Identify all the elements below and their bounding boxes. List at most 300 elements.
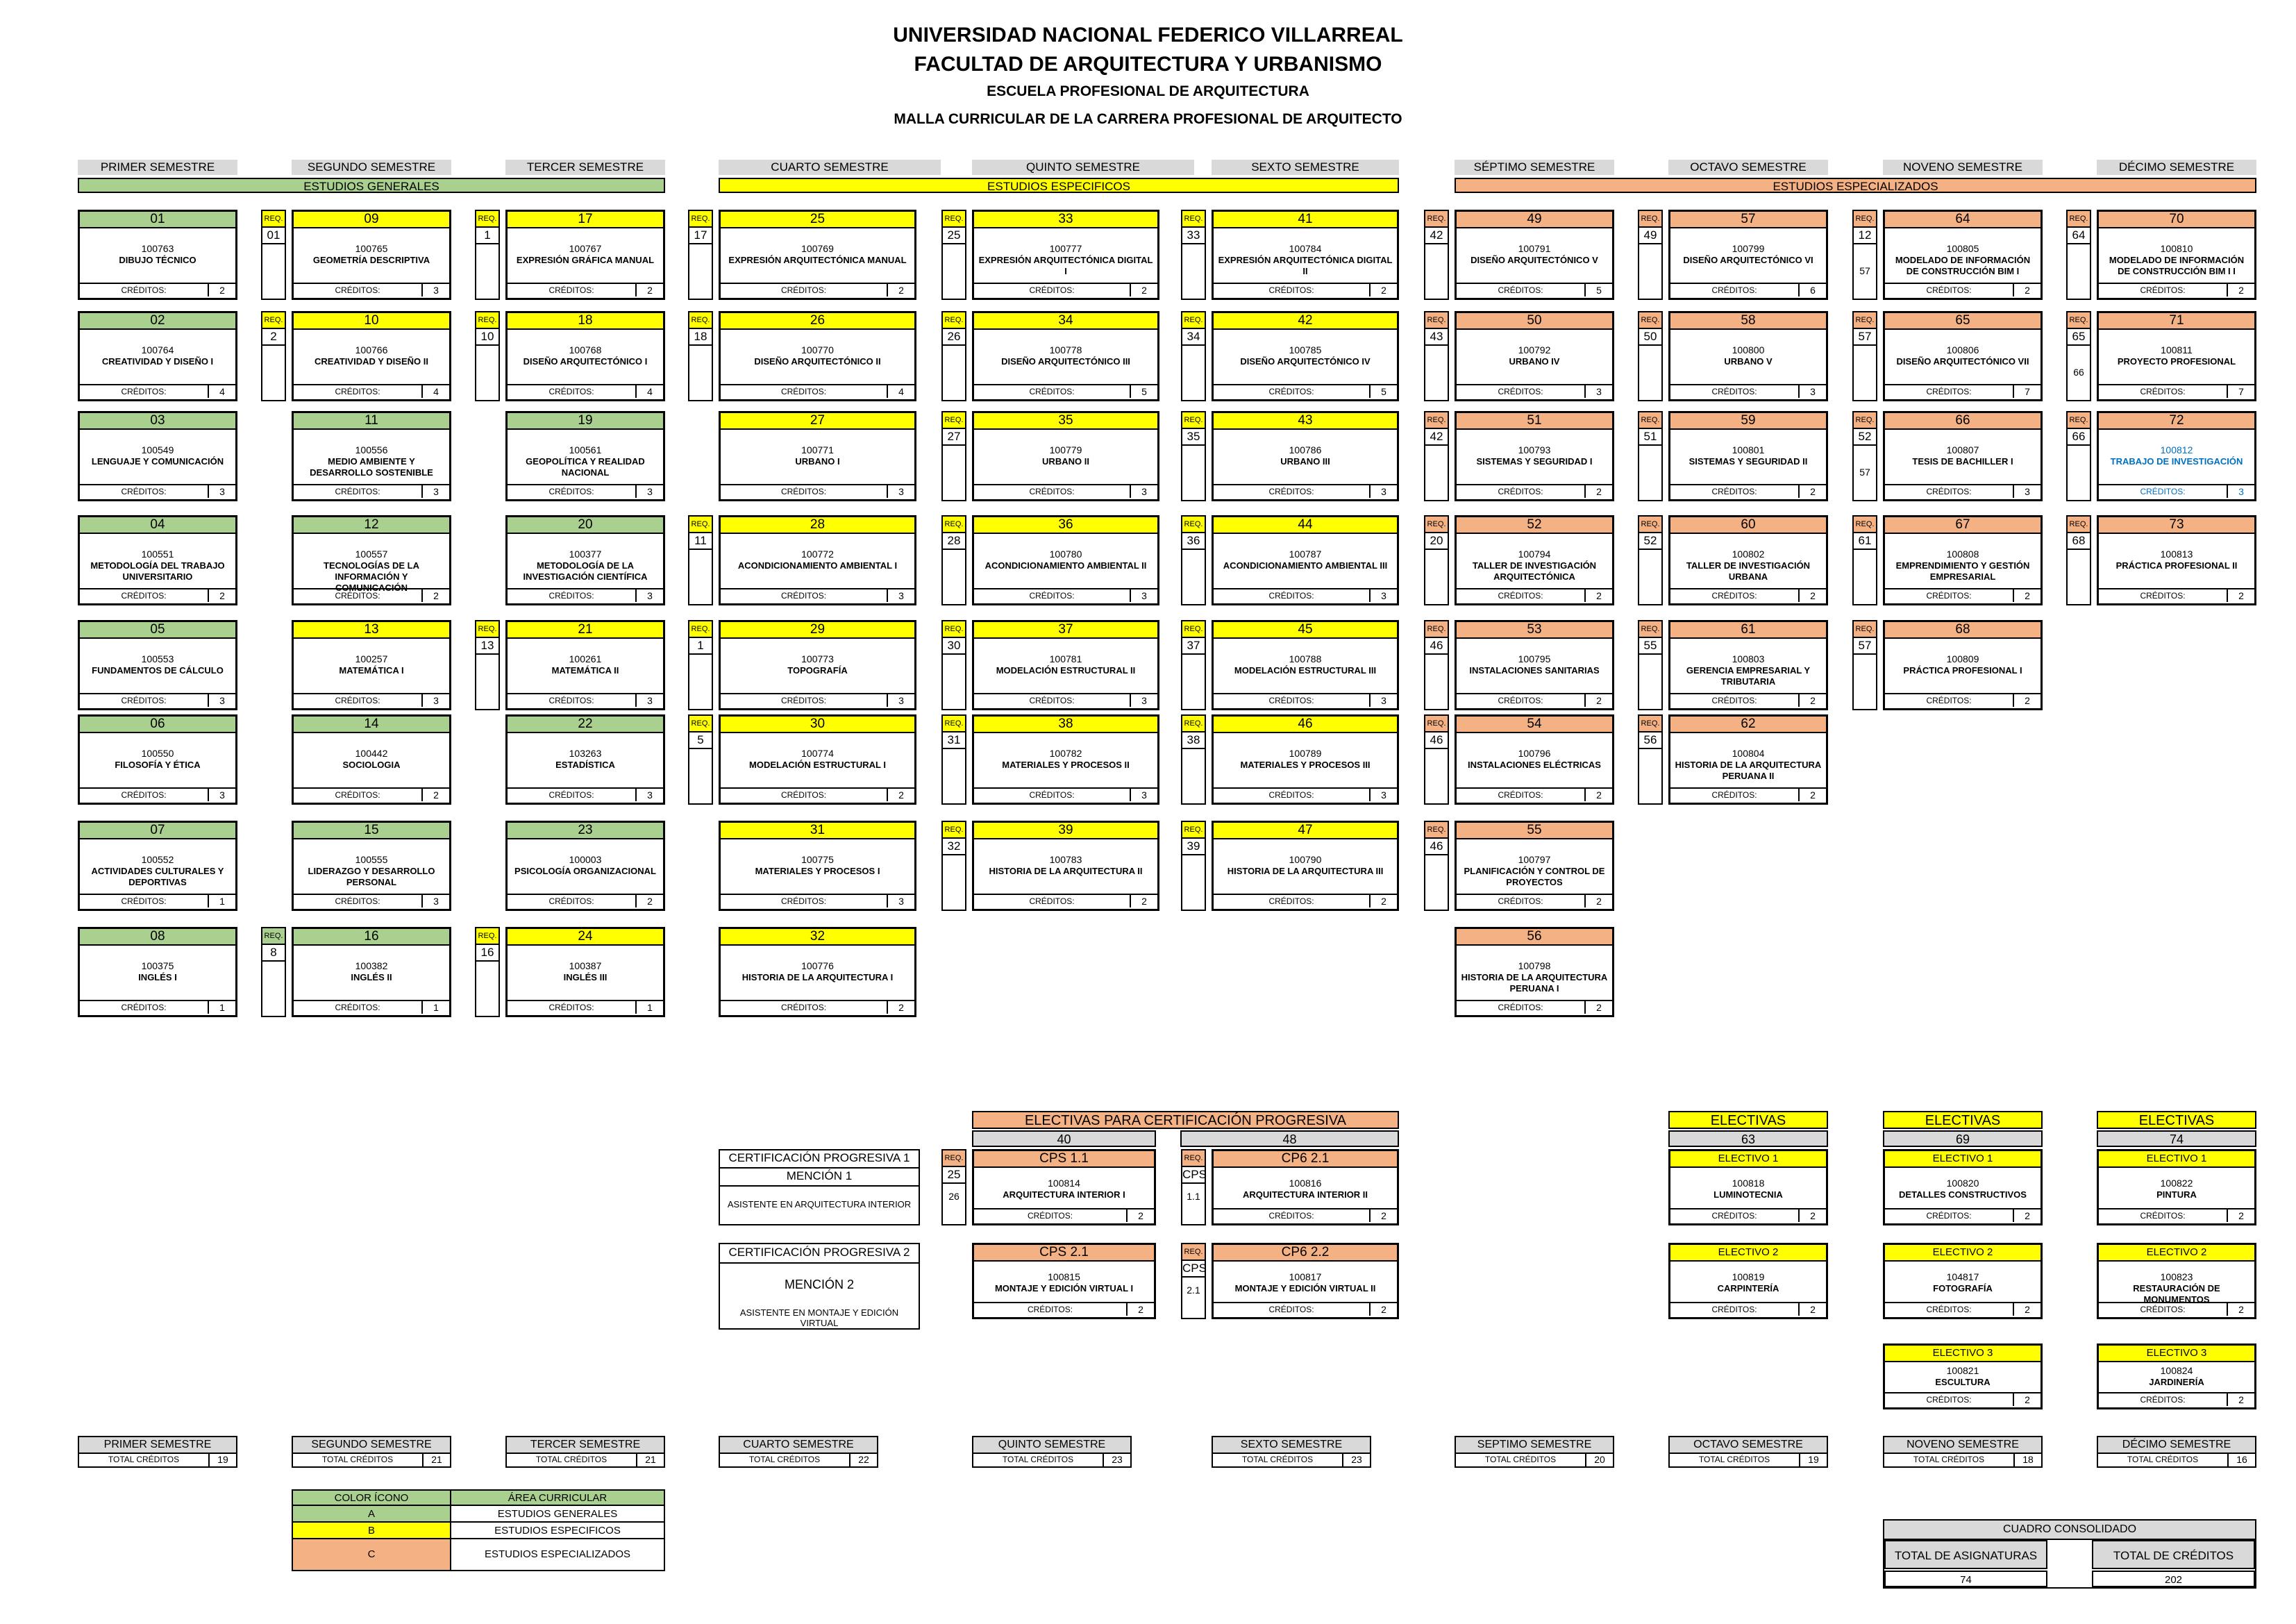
course-number: 10 xyxy=(294,313,449,330)
course-code: 100791 xyxy=(1518,243,1551,254)
course-code-block xyxy=(84,960,231,983)
course-code-block xyxy=(725,748,910,771)
course-number: 60 xyxy=(1670,517,1826,534)
credits-value: 2 xyxy=(1130,284,1157,296)
prerequisite-label: REQ. xyxy=(943,211,965,228)
prerequisite-value: 57 xyxy=(1854,638,1876,655)
semester-total-value: 23 xyxy=(1342,1453,1370,1466)
prerequisite-label: REQ. xyxy=(1182,822,1205,839)
elective-code: 100818 xyxy=(1732,1178,1765,1189)
credits-label: CRÉDITOS: xyxy=(1498,285,1543,295)
credits-value: 3 xyxy=(635,485,663,498)
credits-value: 2 xyxy=(2227,1303,2254,1316)
credits-label: CRÉDITOS: xyxy=(1926,696,1972,705)
semester-total xyxy=(1455,1436,1614,1468)
electives-number: 63 xyxy=(1668,1130,1828,1147)
prerequisite-value: 46 xyxy=(1425,733,1448,749)
credits-value: 2 xyxy=(1584,789,1612,801)
course-box xyxy=(78,821,237,911)
course-code: 100772 xyxy=(801,549,834,560)
cert2-mention: MENCIÓN 2 xyxy=(784,1278,854,1291)
elective-slot-label: ELECTIVO 2 xyxy=(2099,1245,2254,1262)
semester-header-4: CUARTO SEMESTRE xyxy=(719,160,941,175)
prerequisite-cell xyxy=(2066,210,2091,300)
credits-label: CRÉDITOS: xyxy=(1711,591,1757,601)
course-code-block xyxy=(512,444,659,478)
prerequisite-label: REQ. xyxy=(476,928,498,945)
course-credits-row xyxy=(80,787,235,803)
course-box xyxy=(505,821,665,911)
course-number: 45 xyxy=(1214,622,1397,639)
course-name: ACONDICIONAMIENTO AMBIENTAL II xyxy=(984,560,1147,571)
course-box xyxy=(292,311,451,401)
summary-title: CUADRO CONSOLIDADO xyxy=(1884,1521,2255,1540)
course-name: HISTORIA DE LA ARQUITECTURA III xyxy=(1227,866,1384,876)
course-name: DISEÑO ARQUITECTÓNICO VI xyxy=(1683,255,1813,265)
course-code: 100803 xyxy=(1732,653,1765,664)
course-name: PSICOLOGÍA ORGANIZACIONAL xyxy=(514,866,656,876)
course-number: 05 xyxy=(80,622,235,639)
semester-total xyxy=(2097,1436,2256,1468)
course-code: 100813 xyxy=(2160,549,2193,560)
course-credits-row xyxy=(508,693,663,708)
course-name: INGLÉS I xyxy=(138,972,177,982)
prerequisite-cell xyxy=(475,620,500,710)
course-name: MATEMÁTICA II xyxy=(551,665,619,676)
course-name: PROYECTO PROFESIONAL xyxy=(2117,356,2236,367)
credits-value: 3 xyxy=(887,694,914,707)
credits-value: 5 xyxy=(1130,385,1157,398)
prerequisite-cell xyxy=(1424,311,1449,401)
credits-value: 3 xyxy=(887,485,914,498)
summary-credits-label: TOTAL DE CRÉDITOS xyxy=(2092,1540,2255,1569)
course-code-block xyxy=(1218,243,1393,277)
elective-number: CPS 2.1 xyxy=(974,1245,1154,1262)
course-number: 54 xyxy=(1457,717,1612,733)
course-code-block xyxy=(725,653,910,676)
course-code: 100779 xyxy=(1049,444,1082,455)
course-number: 73 xyxy=(2099,517,2254,534)
course-name: ACONDICIONAMIENTO AMBIENTAL I xyxy=(737,560,898,571)
prerequisite-value-2: 57 xyxy=(1859,265,1870,276)
semester-total-label: TOTAL CRÉDITOS xyxy=(321,1455,394,1464)
course-code-block xyxy=(1218,748,1393,771)
credits-value: 2 xyxy=(2013,1209,2041,1222)
course-number: 16 xyxy=(294,929,449,946)
course-credits-row xyxy=(294,283,449,298)
course-name: INSTALACIONES ELÉCTRICAS xyxy=(1468,760,1601,770)
credits-label: CRÉDITOS: xyxy=(1029,285,1075,295)
elective-box xyxy=(1668,1243,1828,1319)
course-credits-row xyxy=(1885,283,2041,298)
course-box xyxy=(1455,210,1614,300)
course-credits-row xyxy=(1457,283,1612,298)
elective-code: 100816 xyxy=(1289,1178,1322,1189)
prerequisite-label: REQ. xyxy=(1425,517,1448,533)
prerequisite-cell xyxy=(1181,620,1206,710)
course-code-block xyxy=(2103,549,2250,571)
prerequisite-label: REQ. xyxy=(689,716,712,733)
elective-code: 100822 xyxy=(2160,1178,2193,1189)
prerequisite-label: REQ. xyxy=(689,312,712,329)
course-code: 100780 xyxy=(1049,549,1082,560)
course-code-block xyxy=(512,549,659,583)
credits-label: CRÉDITOS: xyxy=(1498,487,1543,496)
elective-box xyxy=(1883,1343,2043,1409)
area-band-general: ESTUDIOS GENERALES xyxy=(78,178,665,193)
prerequisite-cell xyxy=(1424,411,1449,501)
credits-value: 2 xyxy=(421,789,449,801)
credits-label: CRÉDITOS: xyxy=(1711,1305,1757,1314)
course-credits-row xyxy=(1457,894,1612,909)
credits-label: CRÉDITOS: xyxy=(2140,285,2186,295)
credits-label: CRÉDITOS: xyxy=(548,790,594,800)
course-number: 02 xyxy=(80,313,235,330)
prerequisite-cell xyxy=(1638,311,1663,401)
course-credits-row xyxy=(1457,588,1612,603)
course-name: HISTORIA DE LA ARQUITECTURA PERUANA I xyxy=(1461,972,1608,994)
prerequisite-label: REQ. xyxy=(1854,621,1876,638)
course-credits-row xyxy=(80,693,235,708)
course-name: URBANO V xyxy=(1724,356,1773,367)
semester-header-1: PRIMER SEMESTRE xyxy=(78,160,237,175)
elective-number: CP6 2.1 xyxy=(1214,1151,1397,1168)
credits-value: 7 xyxy=(2013,385,2041,398)
credits-value: 2 xyxy=(2013,1393,2041,1406)
prerequisite-cell xyxy=(688,515,713,605)
prerequisite-value: 28 xyxy=(943,533,965,550)
credits-value: 2 xyxy=(635,895,663,907)
credits-label: CRÉDITOS: xyxy=(1926,285,1972,295)
prerequisite-label: REQ. xyxy=(476,312,498,329)
course-name: EXPRESIÓN ARQUITECTÓNICA DIGITAL II xyxy=(1218,255,1393,276)
prerequisite-value: 26 xyxy=(943,329,965,346)
credits-label: CRÉDITOS: xyxy=(1711,387,1757,396)
course-name: DISEÑO ARQUITECTÓNICO IV xyxy=(1240,356,1371,367)
credits-label: CRÉDITOS: xyxy=(121,487,167,496)
course-code: 100810 xyxy=(2160,243,2193,254)
credits-value: 2 xyxy=(1126,1209,1154,1222)
course-credits-row xyxy=(294,1000,449,1015)
legend-area-b: ESTUDIOS ESPECIFICOS xyxy=(451,1523,664,1539)
credits-label: CRÉDITOS: xyxy=(1029,387,1075,396)
course-credits-row xyxy=(1457,484,1612,499)
course-number: 15 xyxy=(294,823,449,839)
course-code: 100773 xyxy=(801,653,834,664)
credits-label: CRÉDITOS: xyxy=(548,591,594,601)
elective-box xyxy=(1212,1243,1399,1319)
course-name: DISEÑO ARQUITECTÓNICO V xyxy=(1470,255,1598,265)
course-box xyxy=(505,411,665,501)
elective-credits-row xyxy=(2099,1392,2254,1407)
elective-code-block xyxy=(1218,1271,1393,1294)
semester-total-label: TOTAL CRÉDITOS xyxy=(748,1455,821,1464)
course-box xyxy=(505,927,665,1017)
course-box xyxy=(1455,927,1614,1017)
prerequisite-label: REQ. xyxy=(262,211,285,228)
prerequisite-value: 25 xyxy=(943,228,965,244)
prerequisite-label: REQ. xyxy=(943,412,965,429)
course-code-block xyxy=(2103,344,2250,367)
elective-box xyxy=(1212,1149,1399,1225)
elective-name: ESCULTURA xyxy=(1935,1377,1991,1387)
course-box xyxy=(1212,210,1399,300)
course-credits-row xyxy=(1214,588,1397,603)
prerequisite-value: 46 xyxy=(1425,839,1448,855)
elective-name: MONTAJE Y EDICIÓN VIRTUAL II xyxy=(1234,1283,1376,1294)
course-credits-row xyxy=(508,484,663,499)
credits-value: 2 xyxy=(2227,589,2254,602)
prerequisite-label: REQ. xyxy=(262,928,285,945)
course-credits-row xyxy=(80,283,235,298)
credits-label: CRÉDITOS: xyxy=(1268,285,1314,295)
course-code: 100788 xyxy=(1289,653,1322,664)
course-name: MATERIALES Y PROCESOS I xyxy=(755,866,880,876)
course-code: 100794 xyxy=(1518,549,1551,560)
course-name: DISEÑO ARQUITECTÓNICO VII xyxy=(1896,356,2029,367)
prerequisite-label: REQ. xyxy=(1182,1150,1205,1167)
course-number: 72 xyxy=(2099,413,2254,430)
credits-label: CRÉDITOS: xyxy=(1029,696,1075,705)
course-box xyxy=(1455,821,1614,911)
course-box xyxy=(78,311,237,401)
prerequisite-label: REQ. xyxy=(1425,716,1448,733)
summary-credits-value: 202 xyxy=(2092,1571,2255,1587)
course-code: 100561 xyxy=(569,444,602,455)
course-code-block xyxy=(298,549,445,594)
elective-code: 100820 xyxy=(1946,1178,1979,1189)
course-credits-row xyxy=(508,787,663,803)
course-credits-row xyxy=(1214,484,1397,499)
course-code-block xyxy=(725,344,910,367)
prerequisite-cell xyxy=(941,714,966,805)
prerequisite-value: 61 xyxy=(1854,533,1876,550)
prerequisite-cell xyxy=(475,210,500,300)
credits-value: 3 xyxy=(887,589,914,602)
prerequisite-cell xyxy=(1181,411,1206,501)
prerequisite-cell xyxy=(1638,515,1663,605)
electives-number: 69 xyxy=(1883,1130,2043,1147)
prerequisite-cell xyxy=(1852,210,1877,300)
course-box xyxy=(719,714,916,805)
elective-box xyxy=(2097,1243,2256,1319)
prerequisite-value: 52 xyxy=(1854,429,1876,446)
prerequisite-cell xyxy=(688,714,713,805)
elective-name: ARQUITECTURA INTERIOR II xyxy=(1242,1189,1368,1200)
semester-total-name: PRIMER SEMESTRE xyxy=(79,1437,236,1454)
prerequisite-cell xyxy=(1638,411,1663,501)
course-credits-row xyxy=(80,484,235,499)
course-number: 70 xyxy=(2099,212,2254,228)
course-box xyxy=(1212,311,1399,401)
elective-name: PINTURA xyxy=(2156,1189,2197,1200)
prerequisite-value: 1 xyxy=(476,228,498,244)
credits-label: CRÉDITOS: xyxy=(1027,1211,1073,1221)
course-name: INGLÉS II xyxy=(351,972,392,982)
course-name: TECNOLOGÍAS DE LA INFORMACIÓN Y COMUNICACIÓN xyxy=(324,560,419,593)
credits-label: CRÉDITOS: xyxy=(1029,896,1075,906)
prerequisite-label: REQ. xyxy=(1182,412,1205,429)
cert1-box xyxy=(719,1149,920,1225)
course-box xyxy=(1668,620,1828,710)
course-number: 67 xyxy=(1885,517,2041,534)
course-code-block xyxy=(298,854,445,888)
course-box xyxy=(1455,411,1614,501)
course-number: 32 xyxy=(721,929,914,946)
prerequisite-cell xyxy=(1852,620,1877,710)
semester-total-label: TOTAL CRÉDITOS xyxy=(1913,1455,1985,1464)
credits-label: CRÉDITOS: xyxy=(1926,387,1972,396)
prerequisite-cell xyxy=(941,411,966,501)
course-code: 100806 xyxy=(1946,344,1979,355)
credits-value: 2 xyxy=(2227,284,2254,296)
course-code: 100774 xyxy=(801,748,834,759)
prerequisite-value: 42 xyxy=(1425,228,1448,244)
credits-label: CRÉDITOS: xyxy=(1029,591,1075,601)
semester-total-label: TOTAL CRÉDITOS xyxy=(1698,1455,1770,1464)
course-number: 12 xyxy=(294,517,449,534)
course-code: 100809 xyxy=(1946,653,1979,664)
course-code: 100765 xyxy=(355,243,388,254)
prerequisite-value: 20 xyxy=(1425,533,1448,550)
credits-value: 3 xyxy=(1130,589,1157,602)
prerequisite-value: 13 xyxy=(476,638,498,655)
course-code-block xyxy=(2103,243,2250,277)
course-code-block xyxy=(978,549,1153,571)
prerequisite-label: REQ. xyxy=(1639,412,1661,429)
prerequisite-cell xyxy=(1638,210,1663,300)
course-credits-row xyxy=(721,384,914,399)
course-box xyxy=(1883,411,2043,501)
credits-value: 3 xyxy=(1130,789,1157,801)
semester-total-label: TOTAL CRÉDITOS xyxy=(1241,1455,1314,1464)
course-box xyxy=(972,411,1159,501)
course-number: 64 xyxy=(1885,212,2041,228)
course-box xyxy=(719,210,916,300)
course-code: 100800 xyxy=(1732,344,1765,355)
course-number: 34 xyxy=(974,313,1157,330)
semester-total xyxy=(1668,1436,1828,1468)
course-code: 100797 xyxy=(1518,854,1551,865)
credits-value: 2 xyxy=(2013,694,2041,707)
elective-slot-label: ELECTIVO 2 xyxy=(1885,1245,2041,1262)
course-number: 17 xyxy=(508,212,663,228)
course-credits-row xyxy=(974,588,1157,603)
cert2-box xyxy=(719,1243,920,1330)
credits-value: 2 xyxy=(635,284,663,296)
course-code: 100782 xyxy=(1049,748,1082,759)
elective-code: 100824 xyxy=(2160,1365,2193,1376)
course-code-block xyxy=(298,344,445,367)
prerequisite-value-2: 26 xyxy=(948,1191,960,1202)
course-code: 100799 xyxy=(1732,243,1765,254)
course-box xyxy=(1455,620,1614,710)
course-name: LENGUAJE Y COMUNICACIÓN xyxy=(91,456,224,467)
prerequisite-value: 51 xyxy=(1639,429,1661,446)
course-credits-row xyxy=(721,484,914,499)
credits-label: CRÉDITOS: xyxy=(1268,790,1314,800)
course-code-block xyxy=(1461,960,1608,994)
course-name: MODELACIÓN ESTRUCTURAL II xyxy=(996,665,1136,676)
elective-credits-row xyxy=(1670,1208,1826,1223)
prerequisite-value: CPS xyxy=(1182,1261,1205,1278)
course-box xyxy=(292,411,451,501)
course-name: SOCIOLOGIA xyxy=(342,760,401,770)
elective-name: RESTAURACIÓN DE MONUMENTOS xyxy=(2133,1283,2220,1305)
course-number: 44 xyxy=(1214,517,1397,534)
prerequisite-label: REQ. xyxy=(943,716,965,733)
course-code-block xyxy=(978,854,1153,877)
course-name: INGLÉS III xyxy=(563,972,607,982)
elective-box xyxy=(1883,1243,2043,1319)
course-code-block xyxy=(978,344,1153,367)
course-code-block xyxy=(298,960,445,983)
semester-total-name: SEGUNDO SEMESTRE xyxy=(293,1437,450,1454)
prerequisite-value: 34 xyxy=(1182,329,1205,346)
course-number: 09 xyxy=(294,212,449,228)
semester-total xyxy=(972,1436,1132,1468)
prerequisite-value: 65 xyxy=(2068,329,2090,346)
prerequisite-cell xyxy=(1852,411,1877,501)
course-name: TALLER DE INVESTIGACIÓN ARQUITECTÓNICA xyxy=(1472,560,1597,582)
credits-value: 2 xyxy=(1369,895,1397,907)
credits-label: CRÉDITOS: xyxy=(2140,1211,2186,1221)
course-code: 100781 xyxy=(1049,653,1082,664)
prerequisite-label: REQ. xyxy=(1639,211,1661,228)
prerequisite-label: REQ. xyxy=(1854,412,1876,429)
course-name: TALLER DE INVESTIGACIÓN URBANA xyxy=(1686,560,1811,582)
course-number: 41 xyxy=(1214,212,1397,228)
credits-label: CRÉDITOS: xyxy=(121,790,167,800)
semester-header-9: NOVENO SEMESTRE xyxy=(1883,160,2043,175)
course-name: TRABAJO DE INVESTIGACIÓN xyxy=(2110,456,2243,467)
course-name: MODELACIÓN ESTRUCTURAL I xyxy=(749,760,886,770)
semester-total-label: TOTAL CRÉDITOS xyxy=(535,1455,607,1464)
prerequisite-label: REQ. xyxy=(689,517,712,533)
prerequisite-cell xyxy=(1181,714,1206,805)
credits-value: 2 xyxy=(1584,1001,1612,1014)
course-box xyxy=(972,714,1159,805)
semester-total-value: 18 xyxy=(2013,1453,2041,1466)
credits-label: CRÉDITOS: xyxy=(1926,1395,1972,1405)
elective-code-block xyxy=(1889,1271,2036,1294)
course-code: 100787 xyxy=(1289,549,1322,560)
title-faculty: FACULTAD DE ARQUITECTURA Y URBANISMO xyxy=(914,53,1382,76)
course-name: MEDIO AMBIENTE Y DESARROLLO SOSTENIBLE xyxy=(310,456,433,478)
course-code: 100550 xyxy=(141,748,174,759)
course-code-block xyxy=(1461,748,1608,771)
credits-value: 1 xyxy=(208,1001,235,1014)
area-band-specialized: ESTUDIOS ESPECIALIZADOS xyxy=(1455,178,2256,193)
credits-value: 4 xyxy=(887,385,914,398)
prerequisite-cell xyxy=(2066,311,2091,401)
credits-value: 3 xyxy=(1130,694,1157,707)
credits-label: CRÉDITOS: xyxy=(335,487,380,496)
credits-value: 2 xyxy=(1369,1209,1397,1222)
course-credits-row xyxy=(1670,588,1826,603)
elective-credits-row xyxy=(1885,1392,2041,1407)
course-number: 66 xyxy=(1885,413,2041,430)
legend-area-c: ESTUDIOS ESPECIALIZADOS xyxy=(484,1548,631,1560)
elective-code-block xyxy=(1675,1178,1822,1200)
elective-code: 100815 xyxy=(1048,1271,1080,1282)
course-box xyxy=(292,515,451,605)
course-credits-row xyxy=(1670,384,1826,399)
elective-code-block xyxy=(2103,1365,2250,1388)
elective-code: 100819 xyxy=(1732,1271,1765,1282)
course-box xyxy=(292,620,451,710)
course-number: 49 xyxy=(1457,212,1612,228)
